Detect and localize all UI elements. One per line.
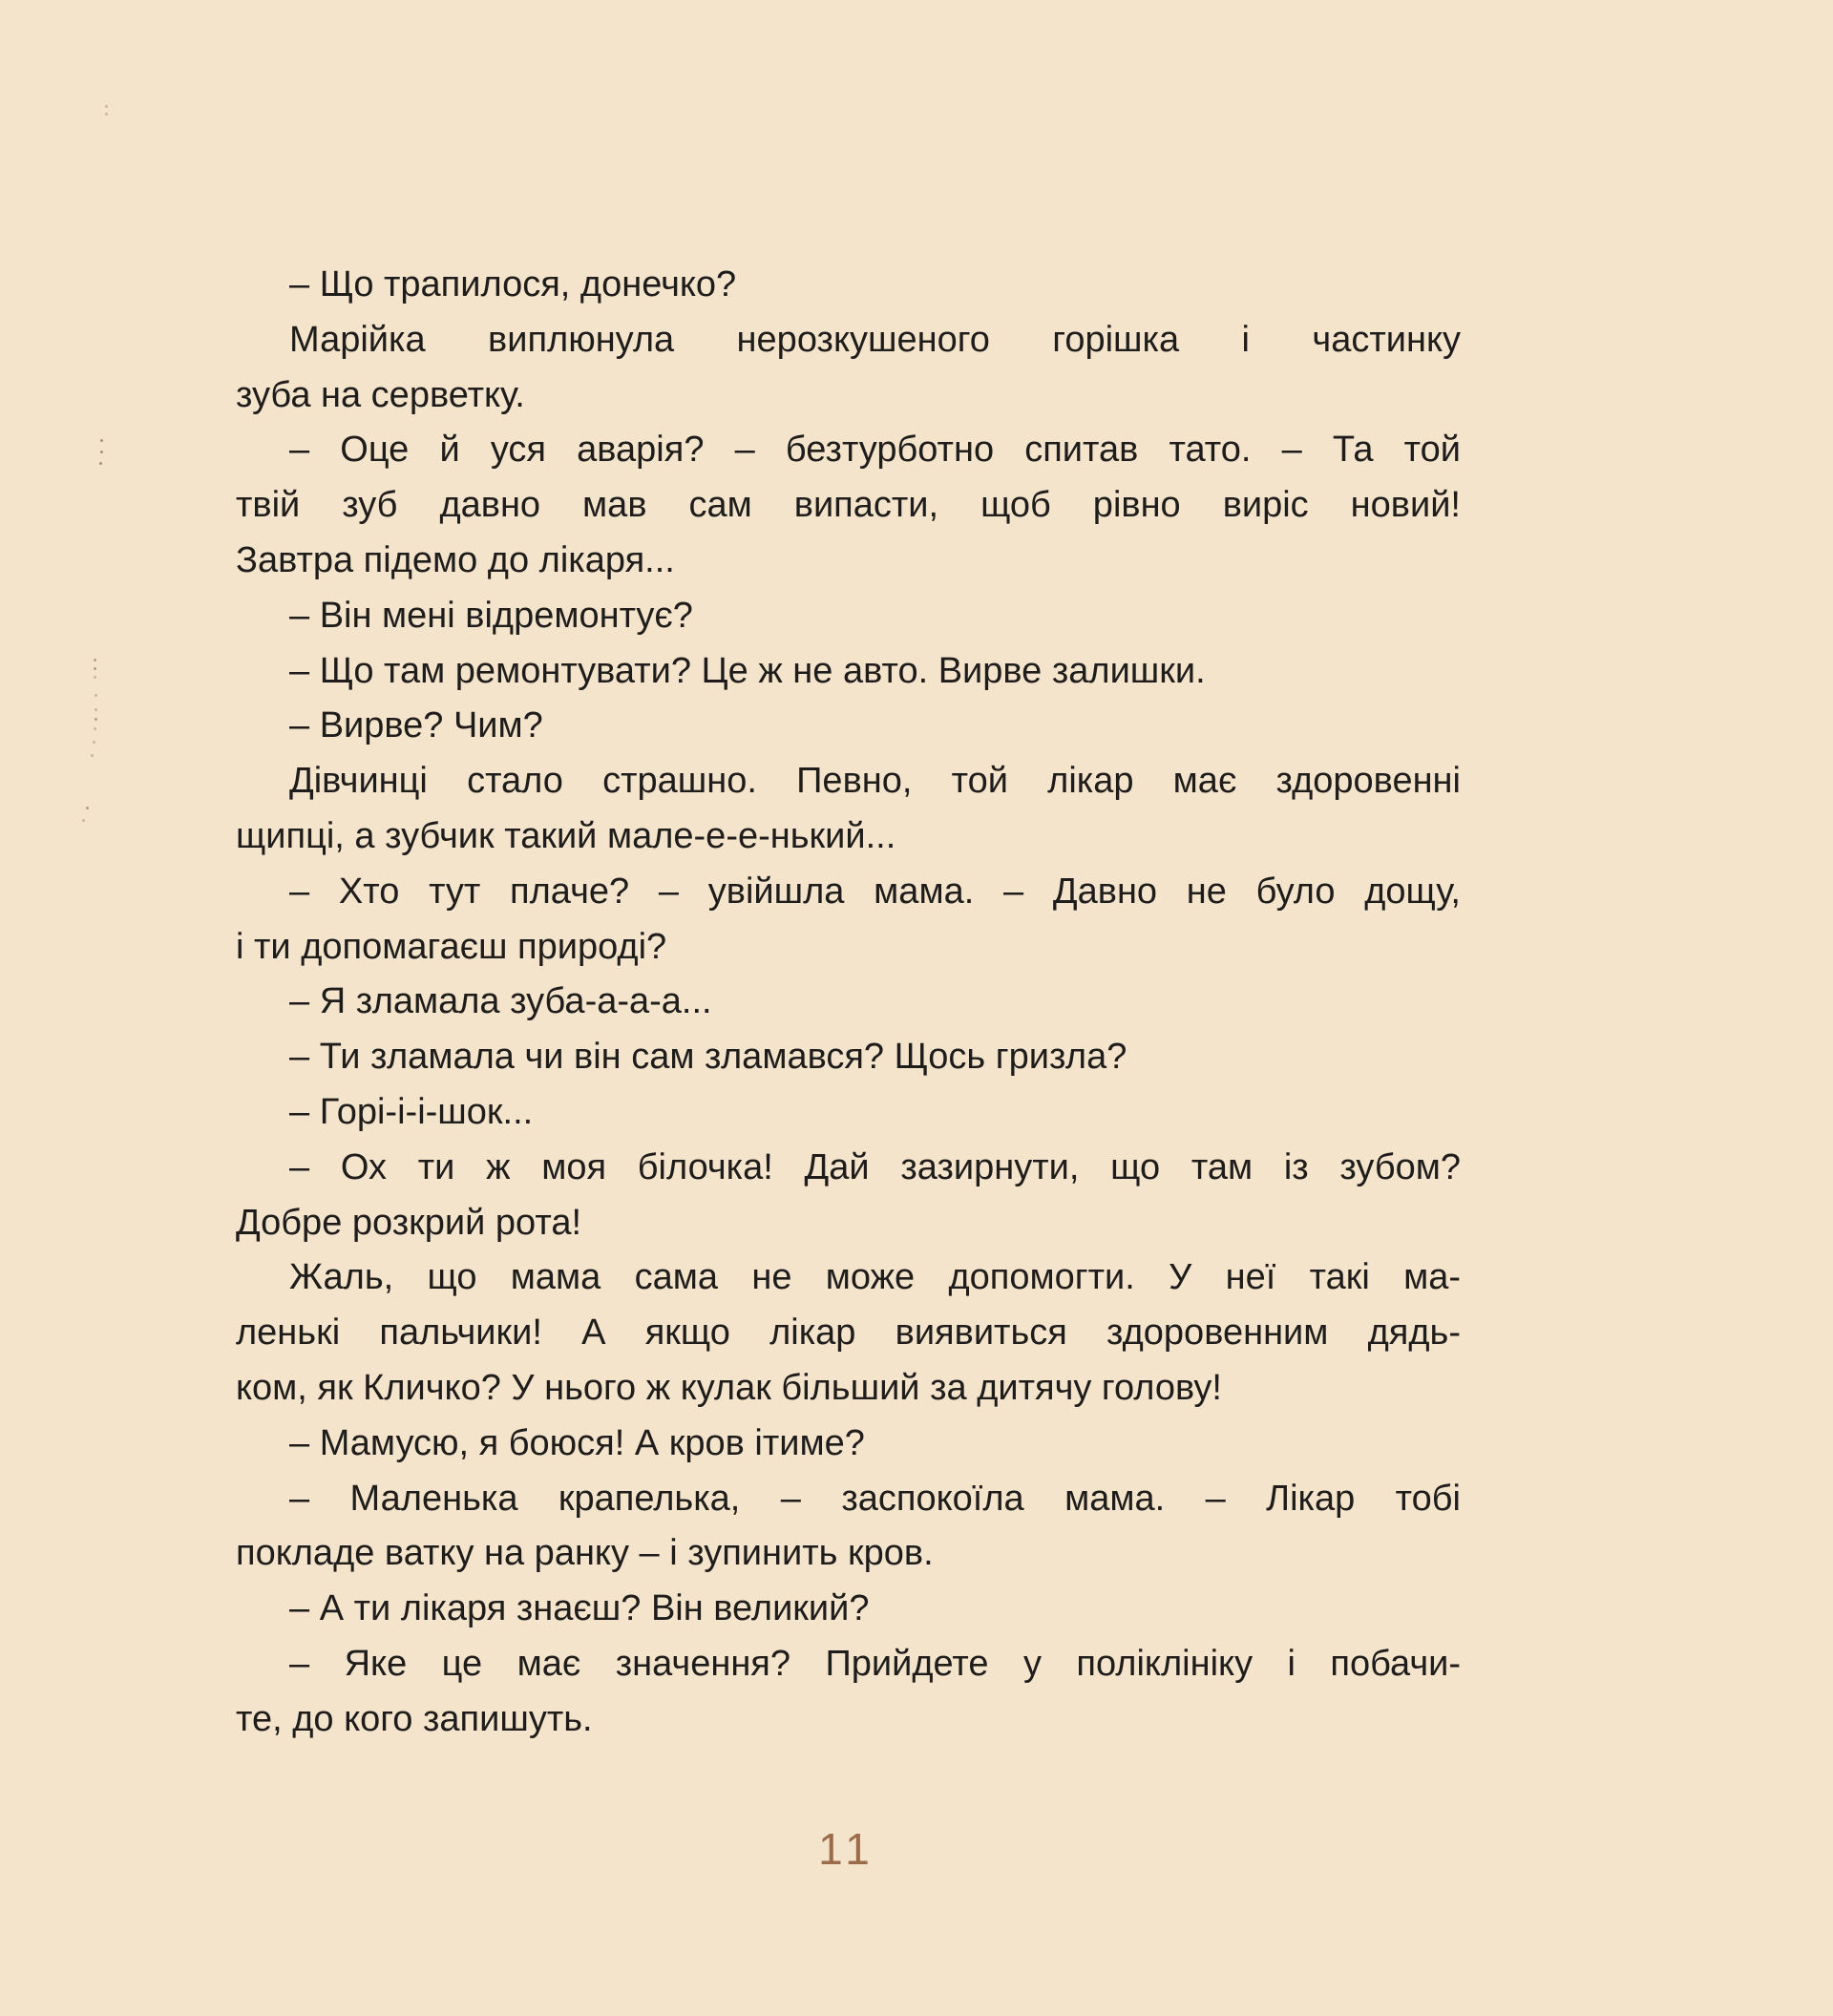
text-line: твій зуб давно мав сам випасти, щоб рівно виріс новий! [236, 485, 1461, 526]
decorative-dot [94, 659, 96, 662]
decorative-dot [100, 451, 103, 453]
decorative-dot [105, 113, 108, 116]
text-line: – Мамусю, я боюся! А кров ітиме? [289, 1422, 865, 1463]
text-line: Добре розкрий рота! [236, 1202, 582, 1243]
text-line: – Я зламала зуба-а-а-а... [289, 981, 712, 1022]
text-line: – Ох ти ж моя білочка! Дай зазирнути, що там із зубом? [289, 1146, 1461, 1187]
decorative-dot [94, 727, 96, 730]
text-line: покладе ватку на ранку – і зупинить кров. [236, 1533, 934, 1574]
text-line: ленькі пальчики! А якщо лікар виявиться здоровенним дядь- [236, 1312, 1461, 1354]
text-line: – Яке це має значення? Прийдете у поліклініку і побачи- [289, 1643, 1461, 1684]
page-number: 11 [818, 1824, 875, 1874]
decorative-dot [95, 718, 97, 721]
decorative-dot [95, 694, 97, 697]
decorative-dot [100, 439, 103, 442]
body-text [236, 258, 1461, 1748]
decorative-dot [86, 807, 89, 809]
text-line: – Оце й уся аварія? – безтурботно спитав тато. – Та той [289, 430, 1461, 471]
decorative-dot [105, 105, 108, 108]
text-line: – Ти зламала чи він сам зламався? Щось гризла? [289, 1037, 1127, 1078]
text-line: Дівчинці стало страшно. Певно, той лікар має здоровенні [289, 761, 1461, 802]
text-line: – Що там ремонтувати? Це ж не авто. Вирве залишки. [289, 650, 1206, 691]
text-line: щипці, а зубчик такий мале-е-е-нький... [236, 815, 896, 856]
text-line: Жаль, що мама сама не може допомогти. У неї такі ма- [289, 1257, 1461, 1298]
decorative-dot [95, 708, 97, 711]
text-line: – А ти лікаря знаєш? Він великий? [289, 1588, 870, 1629]
text-line: – Що трапилося, донечко? [289, 264, 737, 304]
text-line: – Вирве? Чим? [289, 705, 543, 746]
decorative-dot [82, 819, 85, 822]
text-line: і ти допомагаєш природі? [236, 926, 667, 967]
decorative-dot [99, 462, 102, 465]
text-line: – Горі-і-і-шок... [289, 1091, 534, 1132]
decorative-dot [94, 676, 96, 679]
decorative-dot [94, 667, 96, 670]
text-line: – Маленька крапелька, – заспокоїла мама. – Лікар тобі [289, 1478, 1461, 1519]
text-line: – Він мені відремонтує? [289, 595, 693, 636]
text-line: ком, як Кличко? У нього ж кулак більший за дитячу голову! [236, 1367, 1222, 1408]
text-line: Завтра підемо до лікаря... [236, 539, 675, 580]
text-line: – Хто тут плаче? – увійшла мама. – Давно не було дощу, [289, 871, 1461, 912]
decorative-dot [93, 741, 95, 744]
decorative-dot [91, 754, 94, 757]
text-line: Марійка виплюнула нерозкушеного горішка і частинку [289, 319, 1461, 360]
text-line: те, до кого запишуть. [236, 1698, 593, 1739]
text-line: зуба на серветку. [236, 374, 525, 415]
